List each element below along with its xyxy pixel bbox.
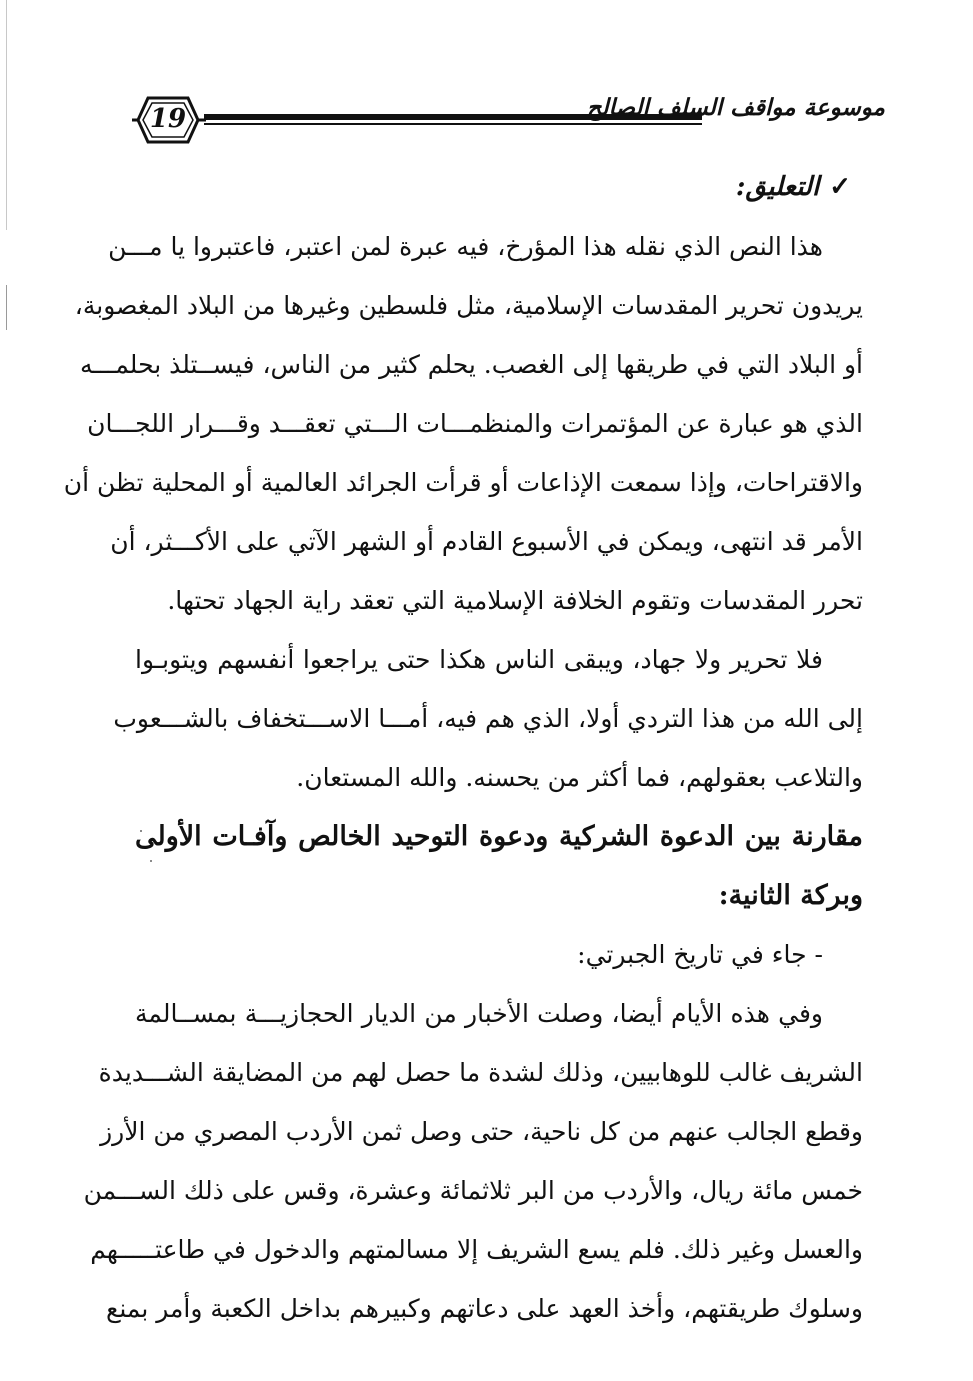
- text-line: أو البلاد التي في طريقها إلى الغصب. يحلم كثير من الناس، فيســتلذ بحلمـــه: [79, 350, 863, 379]
- scan-edge-line: [6, 0, 7, 230]
- quote-intro: - جاء في تاريخ الجبرتي:: [577, 940, 823, 969]
- page-number-badge: [130, 90, 206, 150]
- heading-line: مقارنة بين الدعوة الشركية ودعوة التوحيد الخالص وآفـات الأولى: [135, 821, 863, 852]
- quote-paragraph: [83, 984, 863, 1338]
- text-line: الشريف غالب للوهابيين، وذلك لشدة ما حصل لهم من المضايقة الشـــديدة: [98, 1058, 863, 1087]
- section-heading: [135, 807, 863, 925]
- checkmark-icon: ✓: [829, 172, 851, 202]
- text-line: هذا النص الذي نقله هذا المؤرخ، فيه عبرة لمن اعتبر، فاعتبروا يا مـــن: [108, 232, 823, 261]
- text-line: خمس مائة ريال، والأردب من البر ثلاثمائة وعشرة، وقس على ذلك الســـمن: [83, 1176, 863, 1205]
- series-title: موسوعة مواقف السلف الصالح: [586, 94, 885, 121]
- page-body: [63, 158, 863, 1338]
- text-line: إلى الله من هذا التردي أولا، الذي هم فيه، أمـــا الاســـتخفاف بالشـــعوب: [113, 704, 863, 733]
- text-line: فلا تحرير ولا جهاد، ويبقى الناس هكذا حتى يراجعوا أنفسهم ويتوبـوا: [135, 645, 823, 674]
- comment-heading-text: التعليق:: [735, 172, 820, 202]
- text-line: تحرر المقدسات وتقوم الخلافة الإسلامية التي تعقد راية الجهاد تحتها.: [167, 586, 863, 615]
- text-line: والعسل وغير ذلك. فلم يسع الشريف إلا مسالمتهم والدخول في طاعتـــــهم: [90, 1235, 863, 1264]
- page-number: 19: [149, 104, 187, 134]
- second-paragraph: [113, 630, 863, 807]
- text-line: الأمر قد انتهى، ويمكن في الأسبوع القادم أو الشهر الآتي على الأكـــثر، أن: [110, 527, 863, 556]
- page-header: [130, 88, 885, 168]
- heading-line: وبركة الثانية:: [718, 880, 863, 911]
- comment-paragraph: [63, 217, 863, 630]
- text-line: وسلوك طريقتهم، وأخذ العهد على دعاتهم وكبيرهم بداخل الكعبة وأمر بمنع: [106, 1294, 863, 1323]
- text-line: يريدون تحرير المقدسات الإسلامية، مثل فلسطين وغيرها من البلاد المغصوبة،: [74, 291, 863, 320]
- text-line: الذي هو عبارة عن المؤتمرات والمنظمـــات الـــتي تعقـــد وقـــرار اللجـــان: [87, 409, 863, 438]
- text-line: وقطع الجالب عنهم من كل ناحية، حتى وصل ثمن الأردب المصري من الأرز: [100, 1117, 863, 1146]
- scan-edge-line: [6, 285, 7, 330]
- text-line: والاقتراحات، وإذا سمعت الإذاعات أو قرأت الجرائد العالمية أو المحلية تظن أن: [63, 468, 863, 497]
- text-line: والتلاعب بعقولهم، فما أكثر من يحسنه. والله المستعان.: [296, 763, 863, 792]
- comment-heading: [135, 158, 851, 217]
- text-line: وفي هذه الأيام أيضا، وصلت الأخبار من الديار الحجازيـــة بمســالمة: [135, 999, 823, 1028]
